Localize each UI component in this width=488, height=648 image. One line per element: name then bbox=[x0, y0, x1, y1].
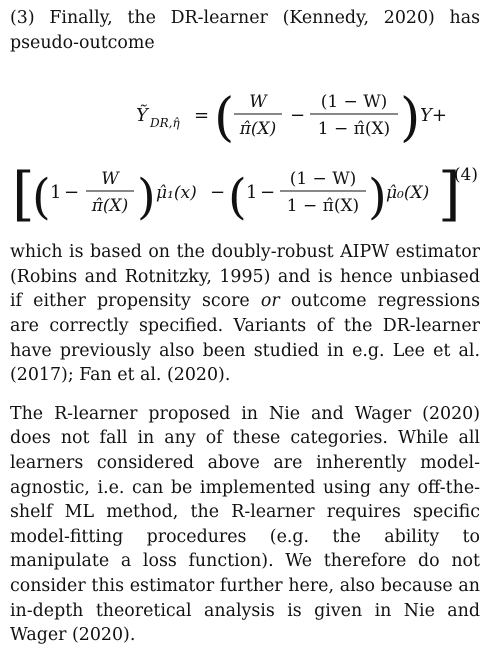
eq-one-1: 1 bbox=[50, 182, 62, 204]
intro-paragraph: (3) Finally, the DR-learner (Kennedy, 2020) has pseudo-outcome bbox=[10, 8, 480, 53]
eq-Y-plus: Y+ bbox=[420, 105, 447, 127]
eq-frac2-num: (1 − W) bbox=[320, 92, 388, 113]
eq-open-paren-3: ( bbox=[228, 169, 247, 226]
eq-lhs-subscript: DR,η̂ bbox=[150, 116, 180, 131]
eq-close-paren-2: ) bbox=[137, 169, 156, 226]
eq-one-2: 1 bbox=[246, 182, 258, 204]
dr-learner-paragraph bbox=[10, 240, 480, 388]
eq-close-paren-1: ) bbox=[400, 88, 421, 149]
equation-4 bbox=[10, 59, 480, 230]
equation-number: (4) bbox=[453, 165, 478, 186]
eq-frac1-num: W bbox=[249, 92, 267, 113]
eq-frac4-den: 1 − π̂(X) bbox=[286, 196, 360, 217]
eq-frac2-den: 1 − π̂(X) bbox=[317, 119, 391, 140]
eq-equals: = bbox=[194, 105, 210, 127]
eq-mu0: μ̂₀(X) bbox=[386, 183, 430, 204]
r-learner-paragraph: The R-learner proposed in Nie and Wager (2020) does not fall in any of these categories. While all learners considered above are inherently model-agnostic, i.e. can be implemented using any off-the-shelf ML method, the R-learner requires specific model-fitting procedures (e.g. the ability to manipulate a loss function). We therefore do not consider this estimator further here, also because an in-depth theoretical analysis is given in Nie and Wager (2020). bbox=[10, 403, 480, 646]
eq-frac3-den: π̂(X) bbox=[91, 196, 129, 217]
eq-lhs: Ỹ bbox=[136, 105, 148, 127]
eq-minus-4: − bbox=[260, 182, 276, 204]
paper-page bbox=[10, 6, 480, 648]
eq-minus-3: − bbox=[210, 182, 226, 204]
eq-open-paren-2: ( bbox=[32, 169, 51, 226]
eq-frac4-num: (1 − W) bbox=[289, 169, 357, 190]
dr-paragraph-or: or bbox=[260, 291, 280, 312]
dr-paragraph-part-1: which is based on the doubly-robust AIPW estimator (Robins and Rotnitzky, 1995) and is hence unbiased if either propensity score bbox=[10, 242, 480, 312]
eq-mu1: μ̂₁(x) bbox=[156, 183, 197, 204]
eq-minus-1: − bbox=[290, 105, 306, 127]
eq-close-bracket: ] bbox=[438, 160, 461, 229]
eq-frac3-num: W bbox=[101, 169, 119, 190]
eq-open-paren-1: ( bbox=[214, 88, 235, 149]
eq-frac1-den: π̂(X) bbox=[239, 119, 277, 140]
eq-close-paren-3: ) bbox=[368, 169, 387, 226]
eq-open-bracket: [ bbox=[12, 160, 35, 229]
equation-svg bbox=[10, 59, 480, 230]
eq-minus-2: − bbox=[64, 182, 80, 204]
dr-paragraph-part-2: outcome regressions are correctly specified. Variants of the DR-learner have previously also been studied in e.g. Lee et al. (2017); Fan et al. (2020). bbox=[10, 291, 481, 386]
